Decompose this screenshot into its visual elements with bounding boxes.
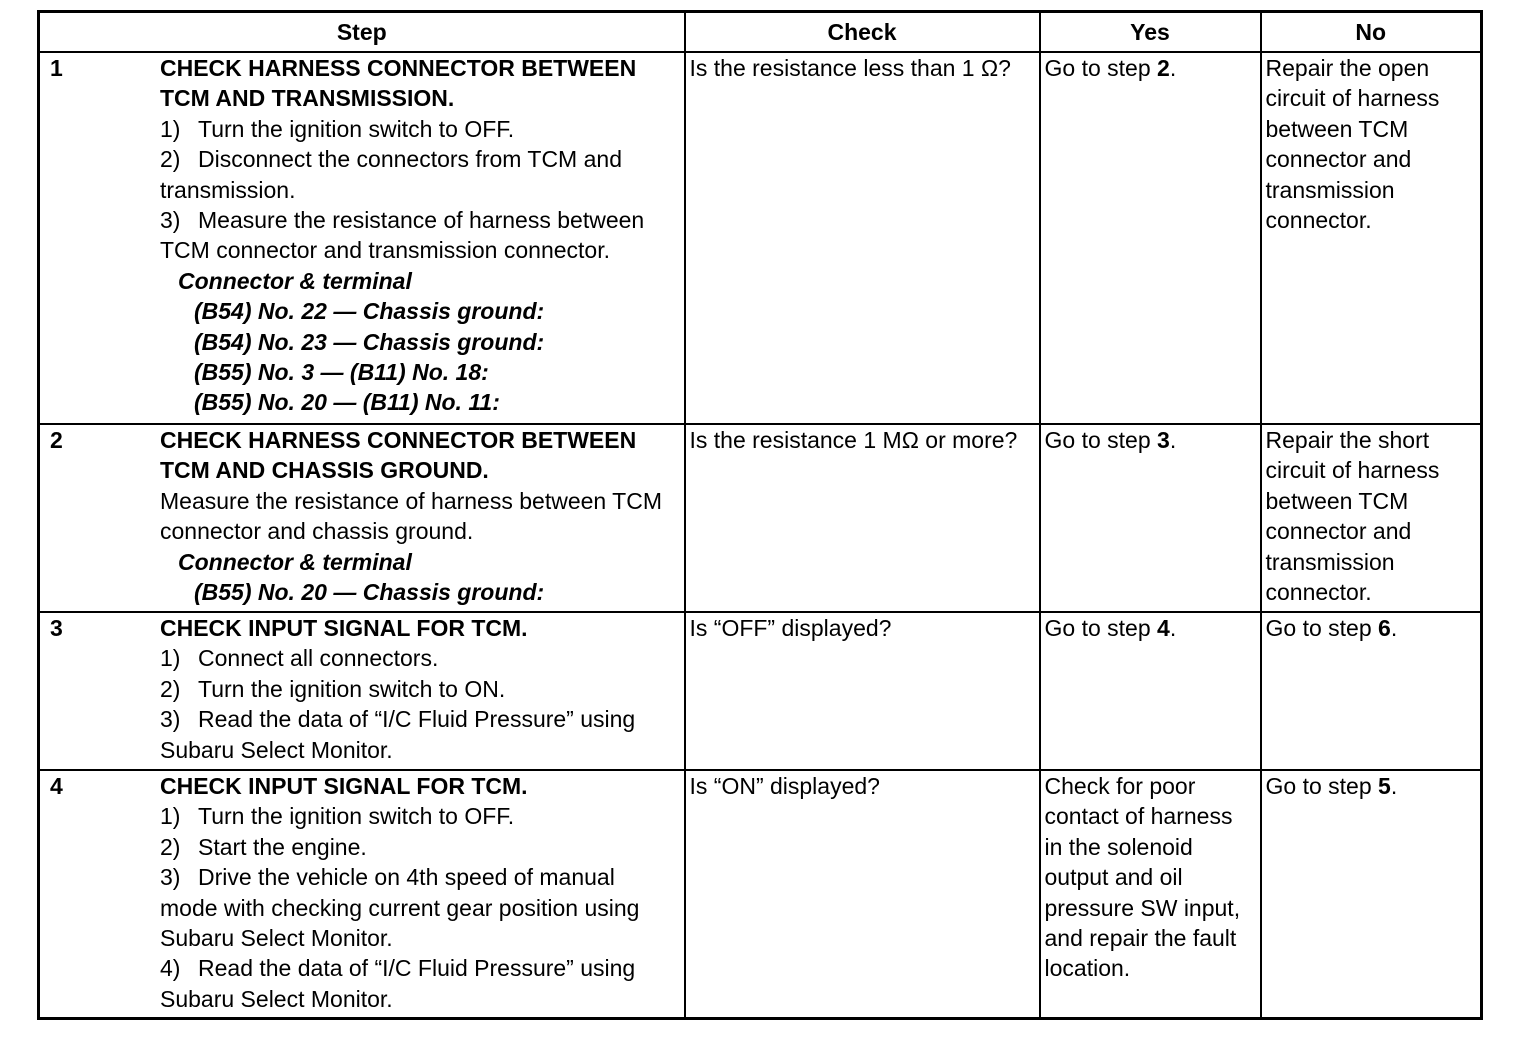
- step-instruction: 1) Turn the ignition switch to OFF.: [160, 803, 515, 830]
- no-cell: Repair the short circuit of harness between TCM connector and transmission connector.: [1261, 424, 1482, 612]
- check-cell: Is the resistance less than 1 Ω?: [685, 52, 1040, 424]
- connector-title: Connector & terminal: [178, 548, 412, 575]
- yes-cell: Go to step 4.: [1040, 612, 1261, 770]
- step-instruction: 4) Read the data of “I/C Fluid Pressure” using Subaru Select Monitor.: [160, 955, 636, 1012]
- step-cell: [39, 612, 685, 770]
- connector-title: Connector & terminal: [178, 267, 412, 294]
- yes-cell: Check for poor contact of harness in the solenoid output and oil pressure SW input, and repair the fault location.: [1040, 770, 1261, 1018]
- table-row: [39, 424, 1482, 612]
- table-row: [39, 52, 1482, 424]
- header-no: No: [1261, 12, 1482, 53]
- step-heading: CHECK INPUT SIGNAL FOR TCM.: [160, 615, 528, 641]
- step-number: 4: [50, 773, 63, 799]
- step-number: 2: [50, 427, 63, 453]
- step-instruction: 2) Turn the ignition switch to ON.: [160, 675, 506, 702]
- header-check: Check: [685, 12, 1040, 53]
- step-instruction: 2) Start the engine.: [160, 833, 367, 860]
- step-instruction: 1) Turn the ignition switch to OFF.: [160, 115, 515, 142]
- step-cell: [39, 424, 685, 612]
- step-instruction: Measure the resistance of harness between TCM connector and chassis ground.: [160, 487, 662, 545]
- no-cell: Go to step 5.: [1261, 770, 1482, 1018]
- header-yes: Yes: [1040, 12, 1261, 53]
- terminal-spec: (B54) No. 23 — Chassis ground:: [194, 328, 545, 355]
- no-cell: Repair the open circuit of harness between TCM connector and transmission connector.: [1261, 52, 1482, 424]
- step-heading: CHECK HARNESS CONNECTOR BETWEEN TCM AND TRANSMISSION.: [160, 55, 637, 112]
- terminal-spec: (B55) No. 3 — (B11) No. 18:: [194, 359, 489, 386]
- step-instruction: 2) Disconnect the connectors from TCM and transmission.: [160, 146, 622, 203]
- table-row: [39, 770, 1482, 1018]
- step-heading: CHECK INPUT SIGNAL FOR TCM.: [160, 773, 528, 799]
- table-row: [39, 612, 1482, 770]
- diagnostic-table: [37, 10, 1483, 1020]
- check-cell: Is “ON” displayed?: [685, 770, 1040, 1018]
- step-number: 3: [50, 615, 63, 641]
- terminal-spec: (B55) No. 20 — (B11) No. 11:: [194, 389, 500, 416]
- terminal-spec: (B54) No. 22 — Chassis ground:: [194, 298, 545, 325]
- step-instruction: 1) Connect all connectors.: [160, 645, 439, 672]
- header-step: Step: [39, 12, 685, 53]
- header-row: [39, 12, 1482, 53]
- no-cell: Go to step 6.: [1261, 612, 1482, 770]
- yes-cell: Go to step 3.: [1040, 424, 1261, 612]
- step-cell: [39, 52, 685, 424]
- step-instruction: 3) Measure the resistance of harness between TCM connector and transmission connector.: [160, 207, 645, 264]
- step-instruction: 3) Read the data of “I/C Fluid Pressure” using Subaru Select Monitor.: [160, 706, 636, 763]
- step-number: 1: [50, 55, 63, 81]
- step-instruction: 3) Drive the vehicle on 4th speed of manual mode with checking current gear position using Subaru Select Monitor.: [160, 864, 640, 952]
- yes-cell: Go to step 2.: [1040, 52, 1261, 424]
- check-cell: Is the resistance 1 MΩ or more?: [685, 424, 1040, 612]
- step-heading: CHECK HARNESS CONNECTOR BETWEEN TCM AND CHASSIS GROUND.: [160, 427, 637, 484]
- terminal-spec: (B55) No. 20 — Chassis ground:: [194, 579, 545, 606]
- step-cell: [39, 770, 685, 1018]
- check-cell: Is “OFF” displayed?: [685, 612, 1040, 770]
